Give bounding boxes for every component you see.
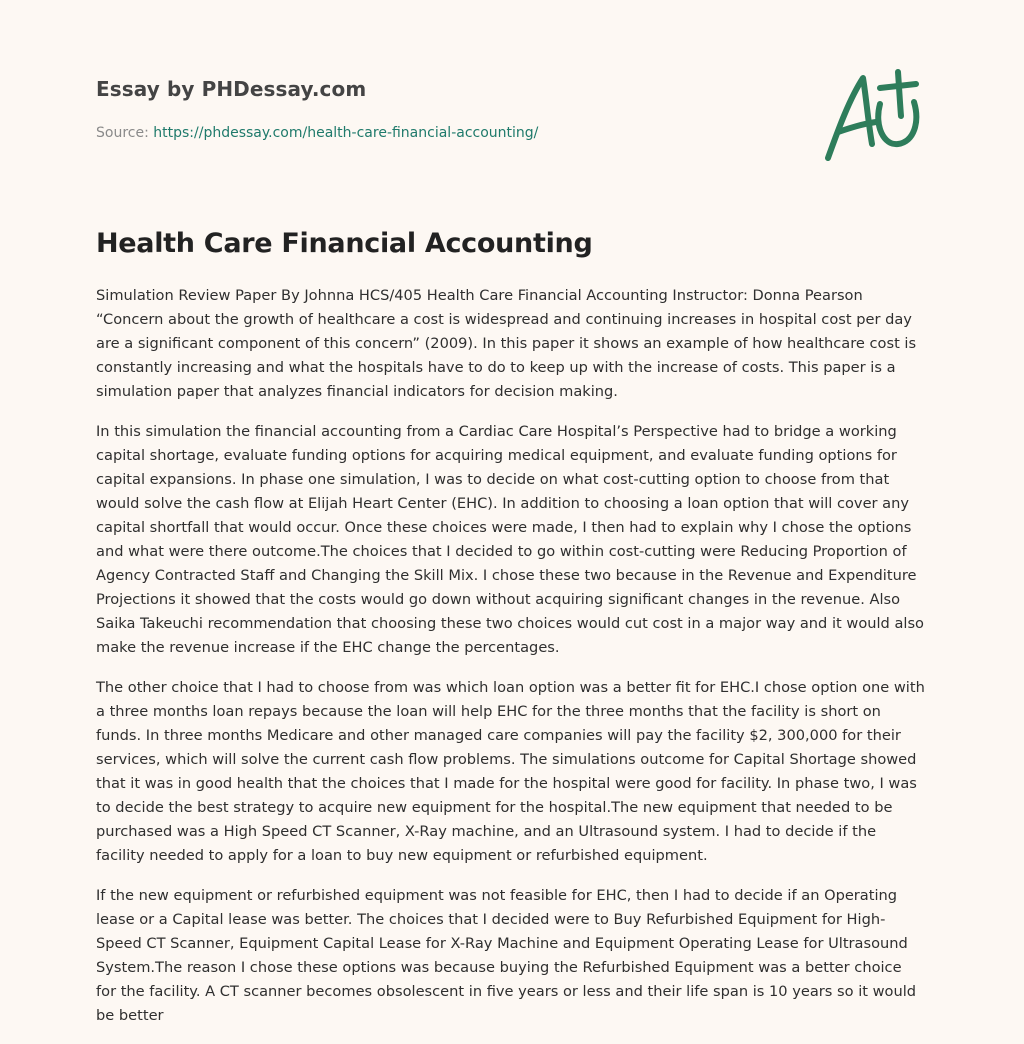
site-brand[interactable]: Essay by PHDessay.com — [96, 77, 367, 101]
article-body — [96, 284, 926, 1044]
page-header — [96, 72, 796, 144]
source-label: Source: — [96, 125, 149, 141]
paragraph: If the new equipment or refurbished equipment was not feasible for EHC, then I had to decide if an Operating lease or a Capital lease was better. The choices that I decided were to Buy Refurbished Equipment for High-Speed CT Scanner, Equipment Capital Lease for X-Ray Machine and Equipment Operating Lease for Ultrasound System.The reason I chose these options was because buying the Refurbished Equipment was a better choice for the facility. A CT scanner becomes obsolescent in five years or less and their life span is 10 years so it would be better — [96, 887, 917, 1024]
a-plus-grade-icon — [818, 66, 928, 166]
source-link[interactable]: https://phdessay.com/health-care-financial-accounting/ — [153, 125, 539, 141]
paragraph: The other choice that I had to choose from was which loan option was a better fit for EHC.I chose option one with a three months loan repays because the loan will help EHC for the three months that the facility is short on funds. In three months Medicare and other managed care companies will pay the facility $2, 300,000 for their services, which will solve the current cash flow problems. The simulations outcome for Capital Shortage showed that it was in good health that the choices that I made for the hospital were good for facility. In phase two, I was to decide the best strategy to acquire new equipment for the hospital.The new equipment that needed to be purchased was a High Speed CT Scanner, X-Ray machine, and an Ultrasound system. I had to decide if the facility needed to apply for a loan to buy new equipment or refurbished equipment. — [96, 679, 925, 864]
paragraph: In this simulation the financial accounting from a Cardiac Care Hospital’s Perspective had to bridge a working capital shortage, evaluate funding options for acquiring medical equipment, and evaluate funding options for capital expansions. In phase one simulation, I was to decide on what cost-cutting option to choose from that would solve the cash flow at Elijah Heart Center (EHC). In addition to choosing a loan option that will cover any capital shortfall that would occur. Once these choices were made, I then had to explain why I chose the options and what were there outcome.The choices that I decided to go within cost-cutting were Reducing Proportion of Agency Contracted Staff and Changing the Skill Mix. I chose these two because in the Revenue and Expenditure Projections it showed that the costs would go down without acquiring significant changes in the revenue. Also Saika Takeuchi recommendation that choosing these two choices would cut cost in a major way and it would also make the revenue increase if the EHC change the percentages. — [96, 423, 924, 656]
article-title: Health Care Financial Accounting — [96, 228, 593, 259]
source-line — [96, 122, 796, 144]
paragraph: Simulation Review Paper By Johnna HCS/405 Health Care Financial Accounting Instructor: Donna Pearson “Concern about the growth of healthcare a cost is widespread and continuing increases in hospital cost per day are a significant component of this concern” (2009). In this paper it shows an example of how healthcare cost is constantly increasing and what the hospitals have to do to keep up with the increase of costs. This paper is a simulation paper that analyzes financial indicators for decision making. — [96, 287, 917, 400]
